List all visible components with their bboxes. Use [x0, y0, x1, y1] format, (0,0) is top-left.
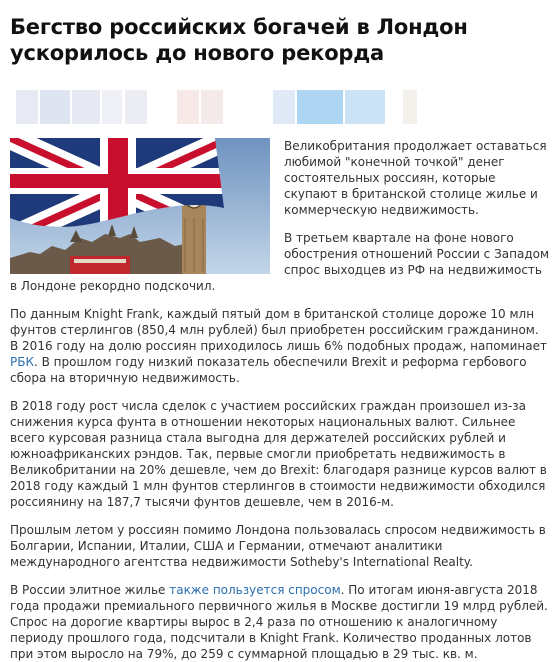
share-button[interactable]: [273, 90, 295, 124]
article-title: [10, 0, 550, 66]
paragraph-3: [10, 306, 550, 386]
share-button[interactable]: [16, 90, 38, 124]
rbc-link[interactable]: РБК: [10, 355, 34, 369]
title-line-2: ускорилось до нового рекорда: [10, 41, 384, 65]
share-button[interactable]: [72, 90, 100, 124]
share-button[interactable]: [177, 90, 199, 124]
share-button[interactable]: [345, 90, 385, 124]
paragraph-6-text-b: . По итогам июня-августа 2018 года продажи премиального первичного жилья в Москве достигли 19 млрд рублей. Спрос на дорогие квартиры вырос в 2,4 раза по отношению к аналогичному периоду прошлого года, подсчитали в Knight Frank. Количество проданных лотов при этом выросло на 79%, до 259 с суммарной площадью в 29 тыс. кв. м.: [10, 583, 548, 661]
demand-link[interactable]: также пользуется спросом: [169, 583, 341, 597]
share-bar: [10, 90, 550, 124]
share-button[interactable]: [102, 90, 122, 124]
title-line-1: Бегство российских богачей в Лондон: [10, 15, 468, 39]
share-button[interactable]: [297, 90, 343, 124]
share-button[interactable]: [40, 90, 70, 124]
share-button[interactable]: [201, 90, 223, 124]
london-flag-photo-icon: [10, 138, 270, 274]
article-image: [10, 138, 270, 274]
share-button[interactable]: [403, 90, 417, 124]
paragraph-3-text-a: По данным Knight Frank, каждый пятый дом в британской столице дороже 10 млн фунтов стерлингов (850,4 млн рублей) был приобретен российским гражданином. В 2016 году на долю россиян приходилось лишь 6% подобных продаж, напоминает: [10, 307, 547, 353]
paragraph-5: Прошлым летом у россиян помимо Лондона пользовалась спросом недвижимость в Болгарии, Испании, Италии, США и Германии, отмечают аналитики международного агентства недвижимости Sotheby's International Realty.: [10, 523, 546, 569]
share-button[interactable]: [125, 90, 147, 124]
paragraph-2: В третьем квартале на фоне нового обострения отношений России с Западом спрос выходцев из РФ на недвижимость в Лондоне рекордно подскочил.: [10, 231, 550, 293]
paragraph-3-text-b: . В прошлом году низкий показатель обеспечили Brexit и реформа гербового сбора на вторичную недвижимость.: [10, 355, 527, 385]
paragraph-6: [10, 582, 550, 662]
paragraph-intro: Великобритания продолжает оставаться любимой "конечной точкой" денег состоятельных россиян, которые скупают в британской столице жилье и коммерческую недвижимость.: [284, 139, 547, 217]
paragraph-6-text-a: В России элитное жилье: [10, 583, 170, 597]
paragraph-4: В 2018 году рост числа сделок с участием российских граждан произошел из-за снижения курса фунта в отношении некоторых национальных валют. Сильнее всего курсовая разница стала выгодна для держателей российских рублей и южноафриканских рэндов. Так, первые смогли приобретать недвижимость в Великобритании на 20% дешевле, чем до Brexit: благодаря разнице курсов валют в 2018 году каждый 1 млн фунтов стерлингов в стоимости недвижимости обходился россиянину на 187,7 тысячи фунтов дешевле, чем в 2016-м.: [10, 399, 547, 509]
